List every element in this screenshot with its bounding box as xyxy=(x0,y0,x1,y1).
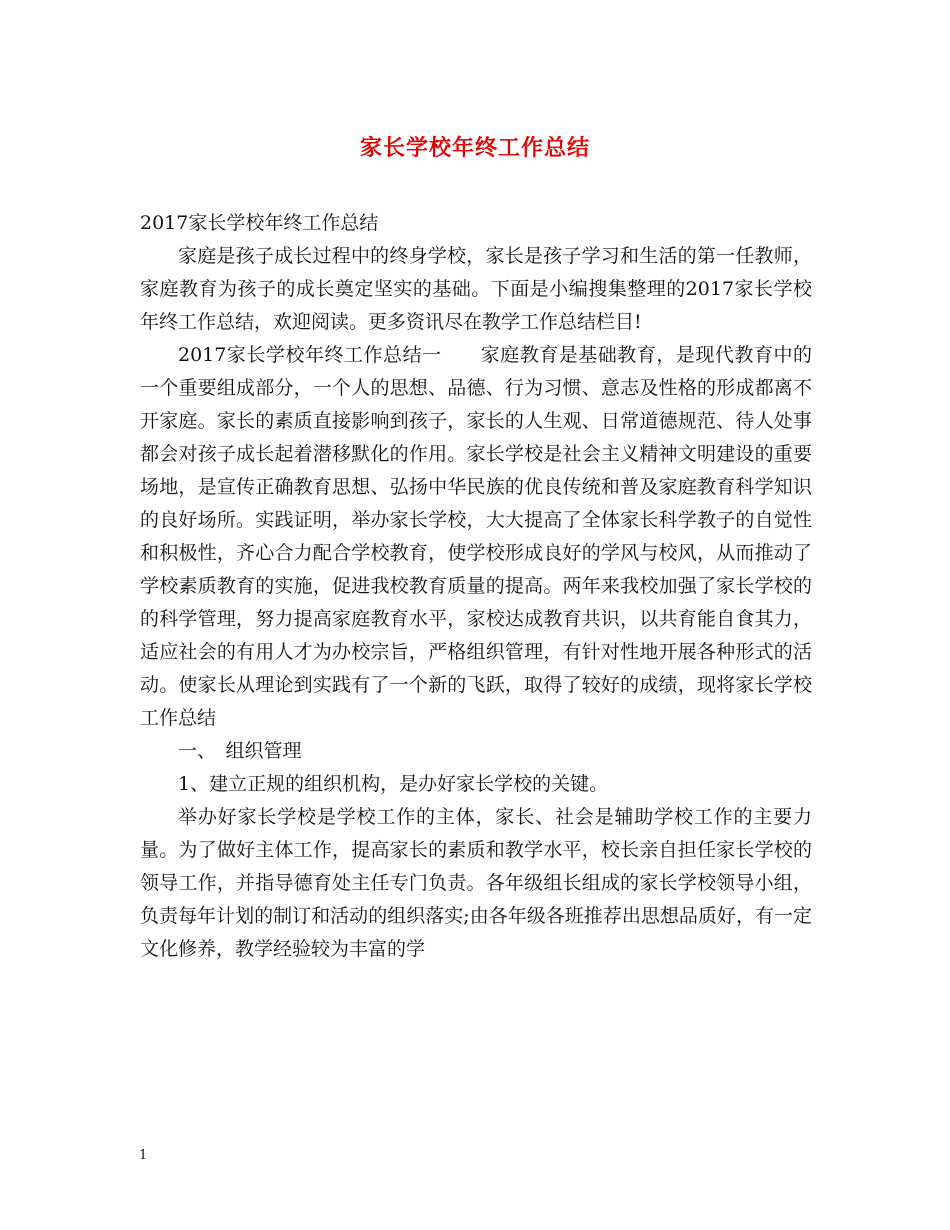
subsection-heading: 1、建立正规的组织机构，是办好家长学校的关键。 xyxy=(178,773,609,795)
intro-paragraph: 家庭是孩子成长过程中的终身学校，家长是孩子学习和生活的第一任教师，家庭教育为孩子的成长奠定坚实的基础。下面是小编搜集整理的2017家长学校年终工作总结，欢迎阅读。更多资讯尽在教学工作总结栏目! xyxy=(140,245,812,333)
body-paragraph: 举办好家长学校是学校工作的主体，家长、社会是辅助学校工作的主要力量。为了做好主体工作，提高家长的素质和教学水平，校长亲自担任家长学校的领导工作，并指导德育处主任专门负责。各年级组长组成的家长学校领导小组，负责每年计划的制订和活动的组织落实;由各年级各班推荐出思想品质好，有一定文化修养，教学经验较为丰富的学 xyxy=(140,806,812,960)
page-number: 1 xyxy=(139,1148,148,1163)
subtitle-paragraph: 2017家长学校年终工作总结 xyxy=(140,212,379,234)
summary-paragraph: 2017家长学校年终工作总结一 家庭教育是基础教育，是现代教育中的一个重要组成部分，一个人的思想、品德、行为习惯、意志及性格的形成都离不开家庭。家长的素质直接影响到孩子，家长的人生观、日常道德规范、待人处事都会对孩子成长起着潜移默化的作用。家长学校是社会主义精神文明建设的重要场地，是宣传正确教育思想、弘扬中华民族的优良传统和普及家庭教育科学知识的良好场所。实践证明，举办家长学校，大大提高了全体家长科学教子的自觉性和积极性，齐心合力配合学校教育，使学校形成良好的学风与校风，从而推动了学校素质教育的实施，促进我校教育质量的提高。两年来我校加强了家长学校的的科学管理，努力提高家庭教育水平，家校达成教育共识，以共育能自食其力，适应社会的有用人才为办校宗旨，严格组织管理，有针对性地开展各种形式的活动。使家长从理论到实践有了一个新的飞跃，取得了较好的成绩，现将家长学校工作总结 xyxy=(140,344,812,729)
document-body xyxy=(140,207,812,966)
document-title: 家长学校年终工作总结 xyxy=(359,135,590,161)
section-heading: 一、 组织管理 xyxy=(178,740,302,762)
